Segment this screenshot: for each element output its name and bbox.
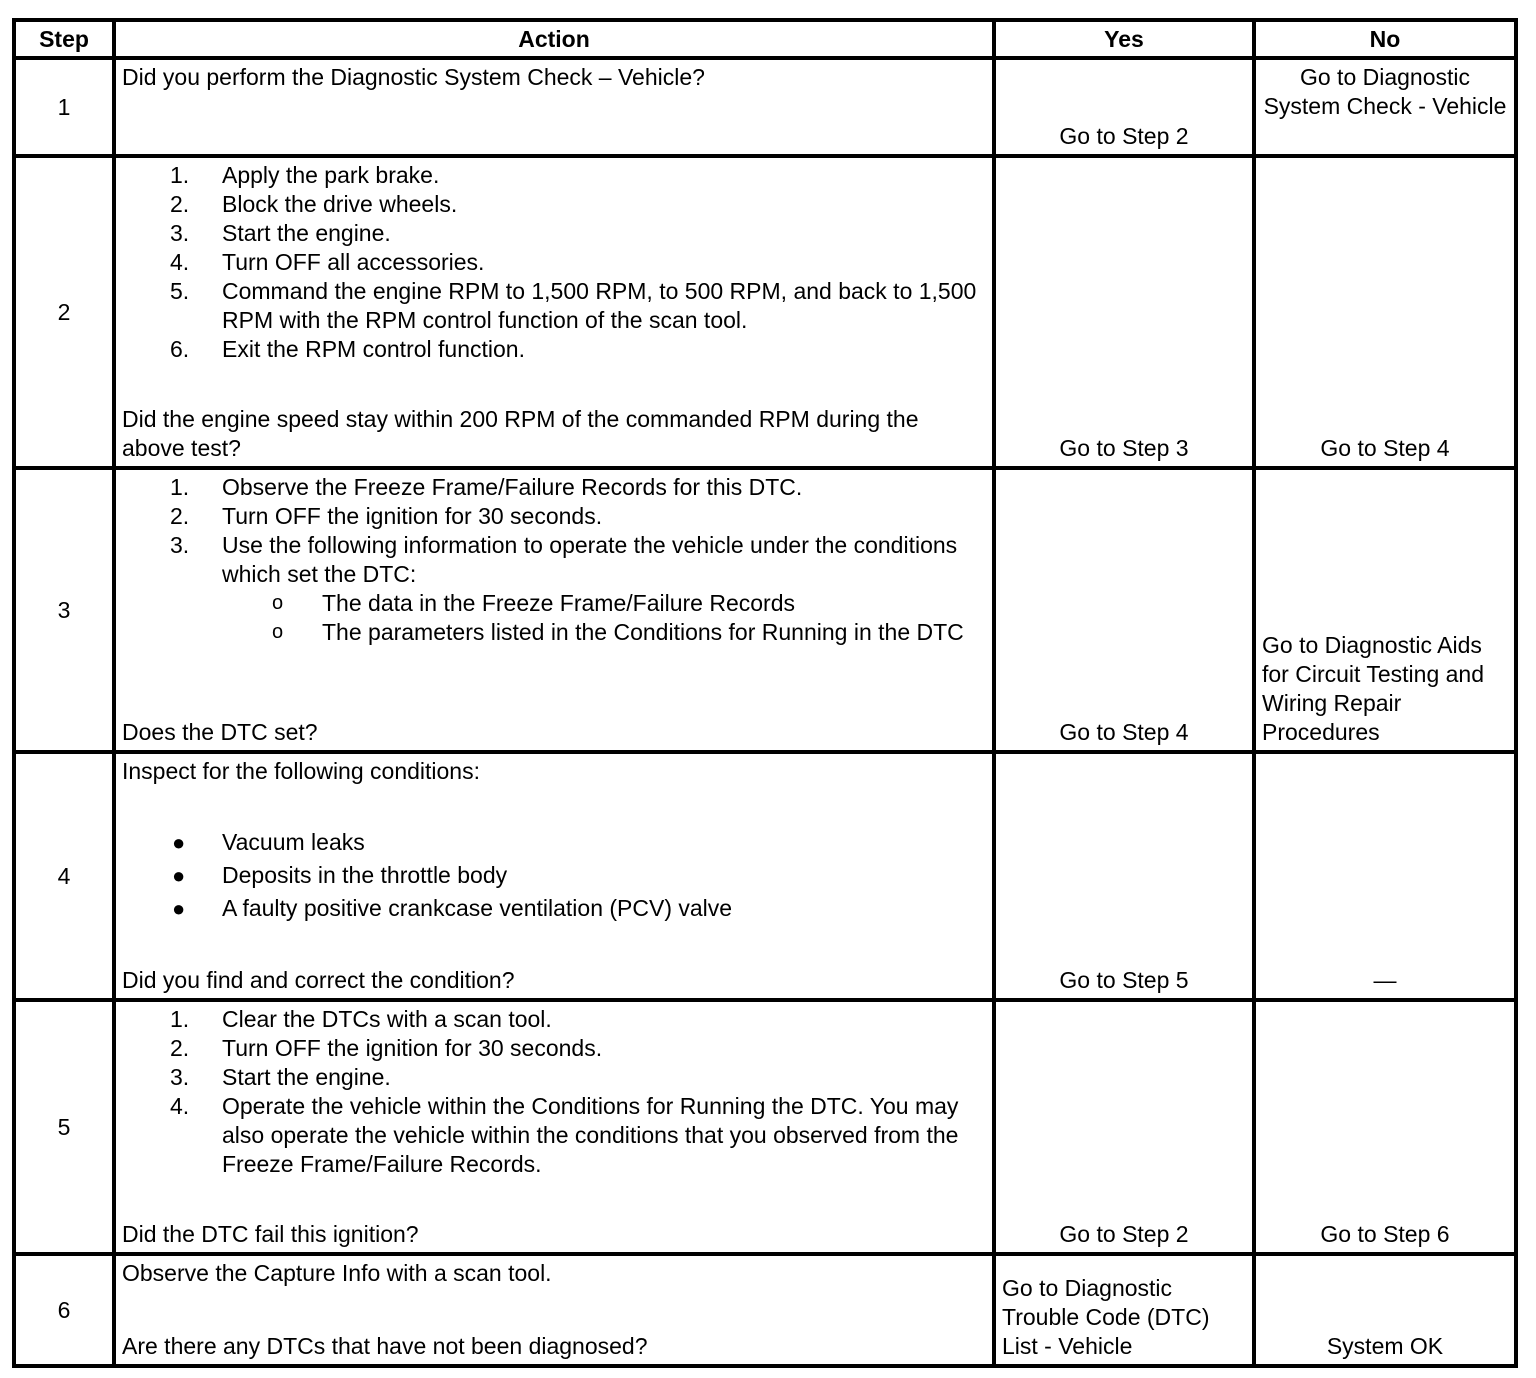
yes-link[interactable]: Go to Step 5 [994, 752, 1254, 1000]
step-action [114, 468, 994, 752]
table-row [14, 752, 1516, 1000]
list-item: o The data in the Freeze Frame/Failure Records [272, 590, 795, 616]
numbered-list [122, 161, 986, 364]
intro-text: Inspect for the following conditions: [122, 758, 480, 784]
list-item: 2. Turn OFF the ignition for 30 seconds. [170, 1035, 603, 1061]
list-item: o The parameters listed in the Conditions for Running in the DTC [272, 619, 964, 645]
step-number: 6 [14, 1254, 114, 1366]
list-item: ● Vacuum leaks [172, 829, 365, 855]
yes-link[interactable]: Go to Diagnostic Trouble Code (DTC) List - Vehicle [994, 1254, 1254, 1366]
list-item: 6. Exit the RPM control function. [170, 336, 525, 362]
header-yes: Yes [994, 20, 1254, 58]
question: Did you perform the Diagnostic System Check – Vehicle? [122, 64, 705, 90]
numbered-list [122, 1005, 986, 1179]
header-row [14, 20, 1516, 58]
question: Did you find and correct the condition? [122, 967, 515, 993]
question: Did the engine speed stay within 200 RPM of the commanded RPM during the above test? [122, 406, 919, 461]
list-item: 3. Start the engine. [170, 1064, 391, 1090]
list-item: 1. Clear the DTCs with a scan tool. [170, 1006, 552, 1032]
yes-link[interactable]: Go to Step 4 [994, 468, 1254, 752]
step-action [114, 1000, 994, 1254]
yes-link[interactable]: Go to Step 2 [994, 58, 1254, 156]
table-row [14, 1000, 1516, 1254]
step-action [114, 752, 994, 1000]
no-link[interactable]: Go to Step 4 [1254, 156, 1516, 468]
question: Did the DTC fail this ignition? [122, 1221, 419, 1247]
header-action: Action [114, 20, 994, 58]
list-item: 2. Block the drive wheels. [170, 191, 458, 217]
step-action [114, 156, 994, 468]
table-row [14, 58, 1516, 156]
sub-list [122, 589, 986, 647]
table-row [14, 156, 1516, 468]
list-item: 3. Use the following information to operate the vehicle under the conditions which set the DTC: [170, 532, 958, 587]
no-link[interactable]: Go to Diagnostic Aids for Circuit Testing and Wiring Repair Procedures [1254, 468, 1516, 752]
list-item: 1. Apply the park brake. [170, 162, 440, 188]
step-number: 5 [14, 1000, 114, 1254]
question: Are there any DTCs that have not been diagnosed? [122, 1333, 648, 1359]
list-item: 4. Turn OFF all accessories. [170, 249, 485, 275]
yes-link[interactable]: Go to Step 3 [994, 156, 1254, 468]
bullet-list [122, 828, 986, 927]
step-action [114, 58, 994, 156]
list-item: 2. Turn OFF the ignition for 30 seconds. [170, 503, 603, 529]
yes-link[interactable]: Go to Step 2 [994, 1000, 1254, 1254]
intro-text: Observe the Capture Info with a scan tool. [122, 1260, 552, 1286]
step-number: 3 [14, 468, 114, 752]
step-action [114, 1254, 994, 1366]
question: Does the DTC set? [122, 719, 318, 745]
list-item: ● Deposits in the throttle body [172, 862, 508, 888]
table-row [14, 468, 1516, 752]
list-item: 5. Command the engine RPM to 1,500 RPM, to 500 RPM, and back to 1,500 RPM with the RPM control function of the scan tool. [170, 278, 977, 333]
diagnostic-table [12, 18, 1518, 1368]
numbered-list [122, 473, 986, 589]
step-number: 4 [14, 752, 114, 1000]
step-number: 1 [14, 58, 114, 156]
no-link[interactable]: Go to Diagnostic System Check - Vehicle [1254, 58, 1516, 156]
no-link[interactable]: Go to Step 6 [1254, 1000, 1516, 1254]
header-step: Step [14, 20, 114, 58]
no-value: — [1254, 752, 1516, 1000]
step-number: 2 [14, 156, 114, 468]
list-item: ● A faulty positive crankcase ventilation (PCV) valve [172, 895, 733, 921]
list-item: 3. Start the engine. [170, 220, 391, 246]
list-item: 4. Operate the vehicle within the Conditions for Running the DTC. You may also operate the vehicle within the conditions that you observed from the Freeze Frame/Failure Records. [170, 1093, 959, 1177]
no-value: System OK [1254, 1254, 1516, 1366]
header-no: No [1254, 20, 1516, 58]
list-item: 1. Observe the Freeze Frame/Failure Records for this DTC. [170, 474, 803, 500]
table-row [14, 1254, 1516, 1366]
